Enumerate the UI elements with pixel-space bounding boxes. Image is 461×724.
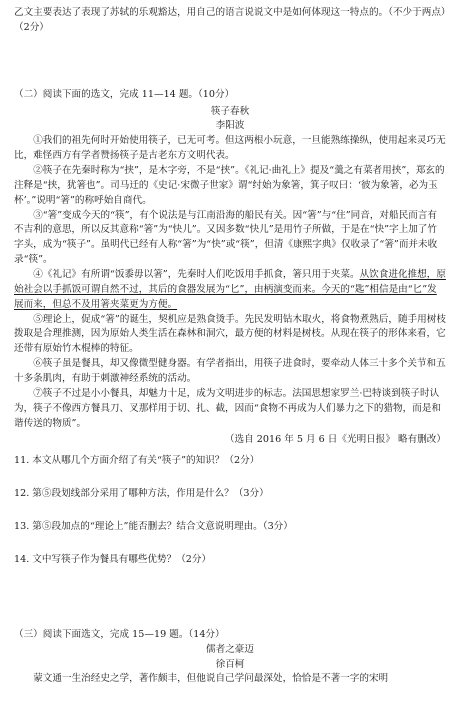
paragraph-7: ⑦筷子不过是小小餐具，却魅力十足，成为文明进步的标志。法国思想家罗兰·巴特谈到筷子时认为，筷子不像西方餐具刀、叉那样用于切、扎、截，因而“食物不再成为人们暴力之下的猎物，而是和谐传送的物质”。 bbox=[14, 387, 442, 429]
paragraph-4-underlined: 从饮食进化推想，原始社会以手抓饭可谓自然不过，其后的食器发展为“匕”，由柄演变而来。 bbox=[14, 269, 446, 295]
reading-section-2 bbox=[14, 88, 446, 568]
article-source: （选自 2016 年 5 月 6 日《光明日报》 略有删改） bbox=[224, 434, 446, 446]
section-3-author: 徐百柯 bbox=[215, 658, 245, 670]
paragraph-1: ①我们的祖先何时开始使用筷子，已无可考。但这两根小玩意，一旦能熟练操纵，使用起来灵巧无比，难怪西方有学者赞扬筷子是古老东方文明代表。 bbox=[14, 135, 446, 162]
article-author: 李阳波 bbox=[215, 120, 245, 132]
paragraph-5: ⑤理论上，促成“箸”的诞生，契机应是熟食烫手。先民发明钻木取火，将食物煮熟后，随手用树枝拨取是合理推测，因为原始人类生活在森林和洞穴，最方便的材料是树枝。从现在筷子的形体来看，它还带有原始竹木棍棒的特征。 bbox=[14, 313, 446, 355]
paragraph-4-lead: ④《礼记》有所谓“饭黍毋以箸”，先秦时人们吃饭用手抓食，箸只用于夹菜。 bbox=[33, 269, 360, 281]
question-12: 12. 第⑤段划线部分采用了哪种方法，作用是什么？（3分） bbox=[14, 488, 269, 500]
question-14: 14. 文中写筷子作为餐具有哪些优势？（2分） bbox=[14, 553, 212, 565]
section-3-title: 儒者之豪迈 bbox=[206, 643, 254, 655]
question-11: 11. 本文从哪几个方面介绍了有关“筷子”的知识？（2分） bbox=[14, 455, 260, 467]
paragraph-4-tail: 今天的“匙”相信是由“匕”发展而来，但总不及用箸夹菜更为方便。 bbox=[14, 283, 437, 310]
paragraph-3: ③“箸”变成今天的“筷”，有个说法是与江南沿海的船民有关。因“箸”与“住”同音，对船民而言有不吉利的意思，所以反其意称“箸”为“快儿”。又因多数“快儿”是用竹子所做，于是在“快”字上加了竹字头，成为“筷子”。虽明代已经有人称“箸”为“快”或“筷”，但清《康熙字典》仅收录了“箸”而并未收录“筷”。 bbox=[14, 209, 438, 266]
section-3-heading: （三）阅读下面选文，完成 15—19 题。（14分） bbox=[14, 628, 225, 640]
section-3-first-line: 蒙文通一生治经史之学，著作颇丰，但他说自己学问最深处，恰恰是不著一字的宋明 bbox=[33, 673, 389, 685]
question-13: 13. 第⑤段加点的“理论上”能否删去？结合文意说明理由。（3分） bbox=[14, 521, 293, 533]
reading-section-3 bbox=[14, 628, 446, 687]
paragraph-2: ②筷子在先秦时称为“挟”，是木字旁，不是“挟”。《礼记·曲礼上》提及“羹之有菜者用挟”，郑玄的注释是“挟，犹箸也”。司马迁的《史记·宋微子世家》谓“纣始为象箸，箕子叹曰：‘彼为象箸，必为玉杯’。”说明“箸”的称呼始自商代。 bbox=[14, 165, 445, 206]
exam-page bbox=[14, 6, 446, 687]
article-title: 筷子春秋 bbox=[210, 105, 250, 117]
section-2-heading: （二）阅读下面的选文，完成 11—14 题。（10分） bbox=[14, 88, 235, 100]
question-10-text: 乙文主要表达了表现了苏轼的乐观豁达，用自己的语言说说文中是如何体现这一特点的。（不少于两点）（2分） bbox=[14, 7, 446, 33]
paragraph-6: ⑥筷子虽是餐具，却又像微型健身器。有学者指出，用筷子进食时，要牵动人体三十多个关节和五十多条肌肉，有助于刺激神经系统的活动。 bbox=[14, 358, 446, 385]
paragraph-4 bbox=[14, 268, 446, 313]
